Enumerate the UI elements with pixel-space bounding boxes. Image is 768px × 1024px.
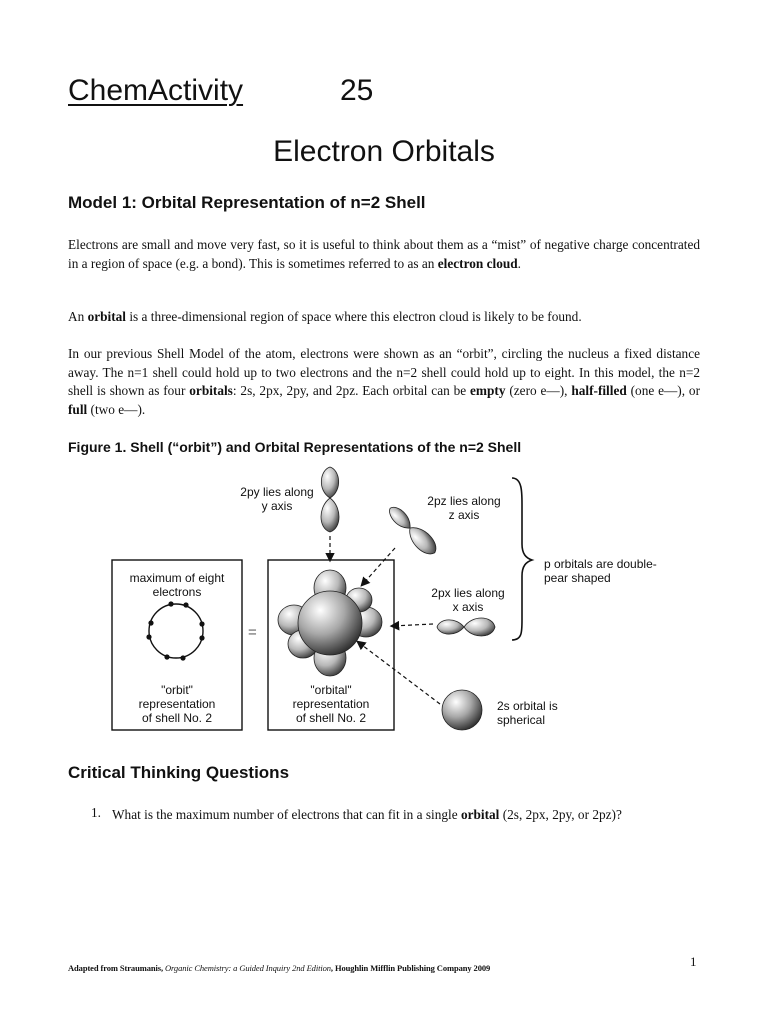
page-number: 1: [690, 954, 697, 969]
p-orbitals-brace: [512, 478, 532, 640]
shell-box-top-label: maximum of eight electrons: [129, 571, 225, 599]
footer-attribution: Adapted from Straumanis, Organic Chemistry: a Guided Inquiry 2nd Edition, Houghlin Mifflin Publishing Company 2009: [68, 963, 491, 973]
figure-caption: Figure 1. Shell (“orbit”) and Orbital Representations of the n=2 Shell: [68, 439, 522, 455]
2px-orbital: [437, 618, 495, 636]
orbital-box-bottom-label: "orbital" representation of shell No. 2: [292, 683, 370, 725]
page-title: ChemActivity: [68, 74, 244, 107]
activity-number: 25: [340, 74, 374, 107]
2s-label: 2s orbital is spherical: [497, 699, 558, 727]
2py-label: 2py lies along y axis: [240, 485, 314, 513]
p-orbitals-note: p orbitals are double- pear shaped: [544, 557, 657, 585]
model1-heading: Model 1: Orbital Representation of n=2 Shell: [68, 193, 426, 212]
question-1-number: 1.: [91, 805, 101, 820]
page-subtitle: Electron Orbitals: [273, 135, 495, 168]
equals-sign: =: [248, 624, 257, 641]
paragraph-shell-model: In our previous Shell Model of the atom, electrons were shown as an “orbit”, circling the nucleus a fixed distance away. The n=1 shell could hold up to two electrons and the n=2 shell could hold up to eight. In this model, the n=2 shell is shown as four orbitals: 2s, 2px, 2py, and 2pz. Each orbital can be empty (zero e—), half-filled (one e—), or full (two e—).: [68, 346, 700, 417]
paragraph-orbital-definition: An orbital is a three-dimensional region of space where this electron cloud is likely to be found.: [68, 309, 582, 324]
2pz-label: 2pz lies along z axis: [427, 494, 501, 522]
question-1-text: What is the maximum number of electrons that can fit in a single orbital (2s, 2px, 2py, or 2pz)?: [112, 807, 622, 822]
2s-orbital: [442, 690, 482, 730]
paragraph-electron-cloud: Electrons are small and move very fast, so it is useful to think about them as a “mist” of negative charge concentrated in a region of space (e.g. a bond). This is sometimes referred to as an electron cloud.: [68, 237, 700, 271]
orbit-ring: [146, 601, 204, 660]
shell-box-bottom-label: "orbit" representation of shell No. 2: [138, 683, 216, 725]
2py-orbital: [321, 467, 339, 532]
combined-orbitals: [278, 570, 382, 676]
2px-label: 2px lies along x axis: [431, 586, 505, 614]
ctq-heading: Critical Thinking Questions: [68, 763, 290, 782]
